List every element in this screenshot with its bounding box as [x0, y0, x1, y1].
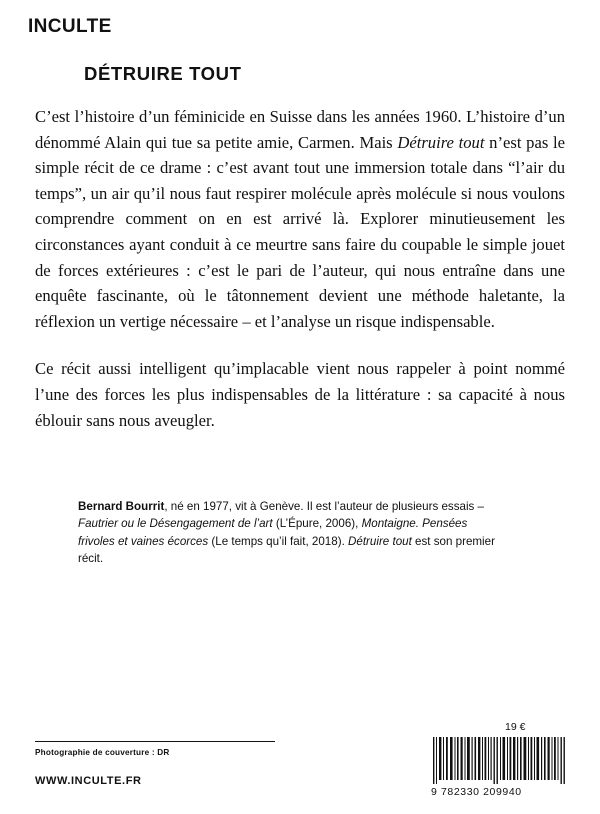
bio-text-1: , né en 1977, vit à Genève. Il est l’auteur de plusieurs essais – [164, 500, 484, 513]
barcode-bars-icon [431, 737, 567, 784]
cover-photo-credit: Photographie de couverture : DR [35, 748, 170, 757]
blurb-paragraph-1-part-a: C’est l’histoire d’un féminicide en Suisse dans les années 1960. L’histoire d’un dénommé Alain qui tue sa petite amie, Carmen. Mais [35, 107, 565, 152]
publisher-logo: INCULTE [28, 16, 112, 37]
blurb-paragraph-2: Ce récit aussi intelligent qu’implacable vient nous rappeler à point nommé l’une des forces les plus indispensables de la littérature : sa capacité à nous éblouir sans nous aveugler. [35, 359, 565, 430]
blurb-paragraph-1-part-b: n’est pas le simple récit de ce drame : c’est avant tout une immersion totale dans “l’air du temps”, un air qu’il nous faut respirer molécule après molécule si nous voulons comprendre comment on en est arrivé là. Explorer minutieusement les circonstances ayant conduit à ce meurtre sans faire du coupable le simple jouet de forces extérieures : c’est le pari de l’auteur, qui nous entraîne dans une enquête fascinante, où le tâtonnement devient une méthode haletante, la réflexion un vertige nécessaire – et l’analyse un risque indispensable. [35, 132, 565, 331]
isbn-number: 9 782330 209940 [431, 786, 522, 798]
publisher-website: WWW.INCULTE.FR [35, 775, 142, 787]
blurb-title-mention: Détruire tout [397, 132, 485, 152]
blurb-paragraph-1 [35, 104, 565, 334]
blurb-text [35, 104, 565, 433]
barcode [431, 737, 567, 798]
author-bio-paragraph [78, 498, 498, 568]
page-title: DÉTRUIRE TOUT [84, 63, 242, 84]
bio-work-title-1: Fautrier ou le Désengagement de l’art [78, 517, 273, 531]
price-label: 19 € [505, 721, 526, 733]
bio-text-3: (Le temps qu’il fait, 2018). [208, 534, 349, 548]
footer-divider [35, 741, 275, 742]
author-bio [78, 498, 498, 568]
bio-work-title-2: Montaigne. Pensées frivoles et vaines écorces [78, 517, 468, 548]
bio-work-title-3: Détruire tout [348, 534, 412, 548]
bio-text-2: (L’Épure, 2006), [272, 517, 362, 531]
author-name: Bernard Bourrit [78, 500, 165, 513]
bio-text-4: est son premier récit. [78, 534, 495, 566]
